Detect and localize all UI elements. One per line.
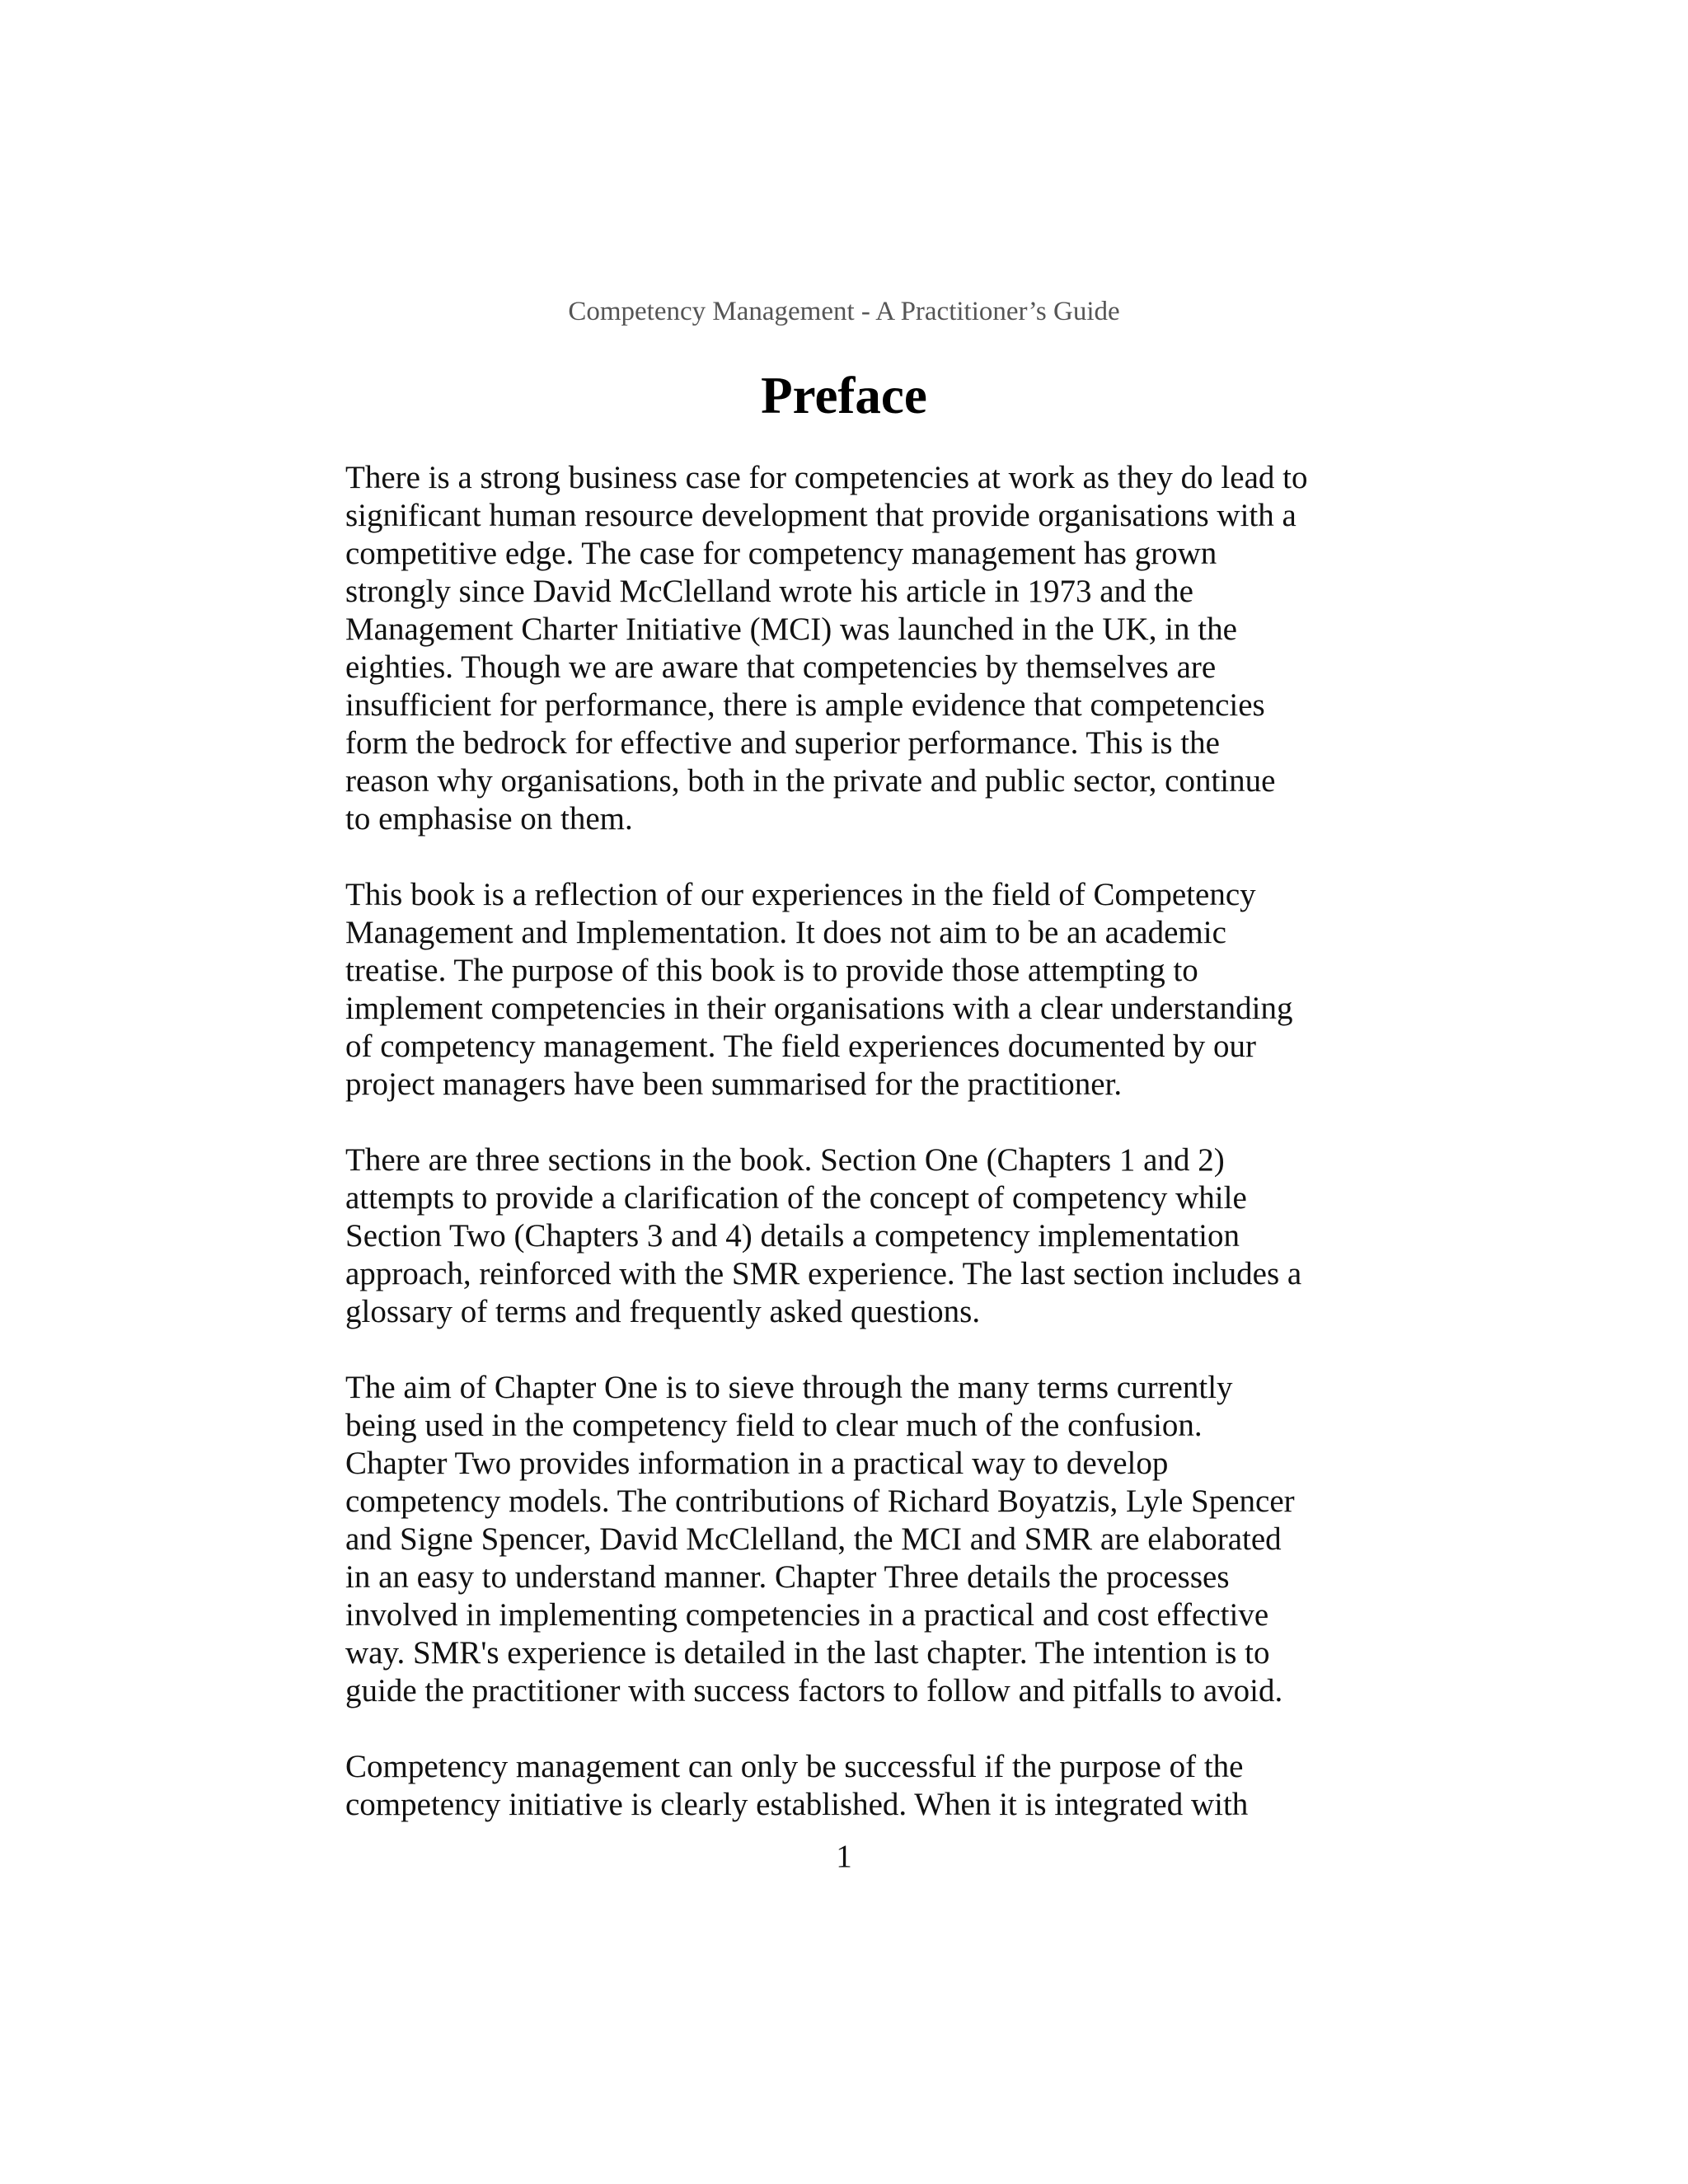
text-line: and Signe Spencer, David McClelland, the MCI and SMR are elaborated — [345, 1521, 1282, 1557]
text-line: significant human resource development that provide organisations with a — [345, 498, 1296, 533]
paragraph — [345, 459, 1367, 838]
text-line: treatise. The purpose of this book is to provide those attempting to — [345, 953, 1198, 988]
running-header: Competency Management - A Practitioner’s Guide — [568, 297, 1120, 326]
paragraph — [345, 1369, 1367, 1710]
page-number: 1 — [836, 1839, 852, 1874]
text-line: This book is a reflection of our experiences in the field of Competency — [345, 877, 1256, 912]
paragraph — [345, 876, 1367, 1104]
text-line: approach, reinforced with the SMR experience. The last section includes a — [345, 1256, 1302, 1291]
text-line: involved in implementing competencies in a practical and cost effective — [345, 1597, 1269, 1633]
text-line: of competency management. The field experiences documented by our — [345, 1029, 1256, 1064]
text-line: way. SMR's experience is detailed in the last chapter. The intention is to — [345, 1635, 1270, 1671]
paragraph — [345, 1141, 1367, 1331]
text-line: Management Charter Initiative (MCI) was launched in the UK, in the — [345, 612, 1237, 647]
text-line: reason why organisations, both in the private and public sector, continue — [345, 763, 1276, 799]
text-line: competitive edge. The case for competency management has grown — [345, 536, 1217, 571]
text-line: project managers have been summarised for the practitioner. — [345, 1066, 1123, 1102]
text-line: insufficient for performance, there is ample evidence that competencies — [345, 687, 1265, 723]
text-line: being used in the competency field to clear much of the confusion. — [345, 1408, 1203, 1443]
text-line: guide the practitioner with success factors to follow and pitfalls to avoid. — [345, 1673, 1283, 1708]
text-line: There are three sections in the book. Section One (Chapters 1 and 2) — [345, 1142, 1225, 1178]
text-line: form the bedrock for effective and superior performance. This is the — [345, 725, 1220, 761]
text-line: to emphasise on them. — [345, 801, 633, 837]
text-line: attempts to provide a clarification of the concept of competency while — [345, 1180, 1247, 1216]
text-line: Chapter Two provides information in a practical way to develop — [345, 1446, 1169, 1481]
text-line: implement competencies in their organisations with a clear understanding — [345, 991, 1293, 1026]
page-title: Preface — [761, 367, 927, 424]
text-line: Competency management can only be successful if the purpose of the — [345, 1749, 1244, 1784]
text-line: in an easy to understand manner. Chapter Three details the processes — [345, 1559, 1230, 1595]
paragraph — [345, 1748, 1367, 1824]
text-line: Management and Implementation. It does not aim to be an academic — [345, 915, 1226, 950]
text-line: competency initiative is clearly established. When it is integrated with — [345, 1787, 1249, 1822]
text-line: The aim of Chapter One is to sieve through the many terms currently — [345, 1370, 1233, 1405]
text-line: Section Two (Chapters 3 and 4) details a competency implementation — [345, 1218, 1240, 1254]
text-line: There is a strong business case for competencies at work as they do lead to — [345, 460, 1308, 495]
text-line: strongly since David McClelland wrote his article in 1973 and the — [345, 574, 1193, 609]
text-line: eighties. Though we are aware that competencies by themselves are — [345, 649, 1217, 685]
text-line: glossary of terms and frequently asked questions. — [345, 1294, 981, 1329]
text-line: competency models. The contributions of Richard Boyatzis, Lyle Spencer — [345, 1483, 1295, 1519]
body-text — [345, 459, 1367, 1862]
